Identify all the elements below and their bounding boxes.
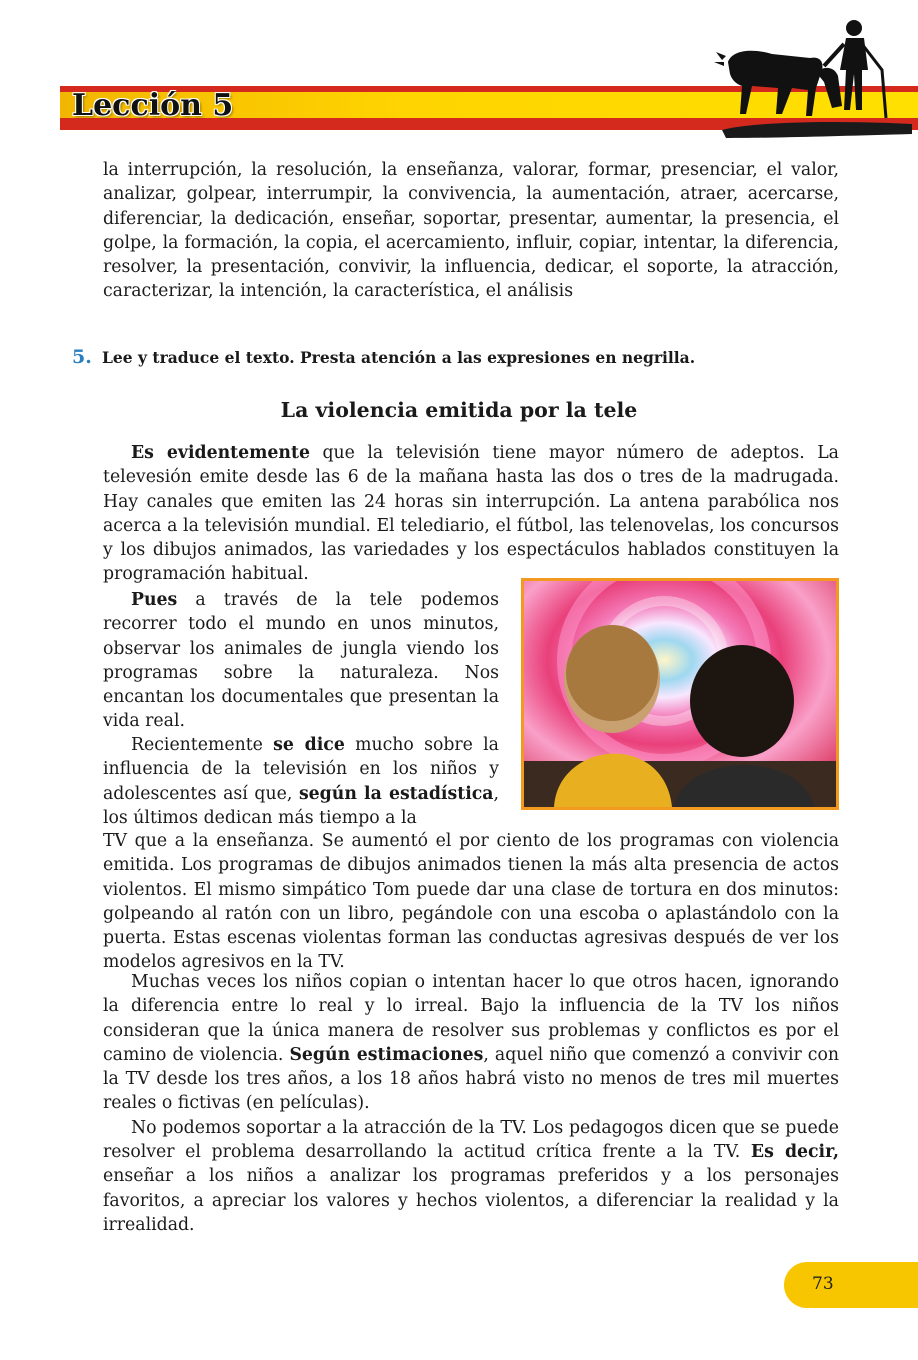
bold-phrase: se dice [273,735,345,755]
article-paragraph-1 [103,441,839,587]
children-watching-tv-photo [521,578,839,810]
page-number-badge [784,1262,918,1308]
article-title: La violencia emitida por la tele [280,398,638,422]
article-tail [103,970,839,1237]
bullfighter-silhouette-icon [712,10,918,140]
bold-phrase: según la estadística [298,783,494,804]
bold-phrase: Es decir, [750,1142,839,1163]
paragraph-text: Muchas veces los niños copian o intentan hacer lo que otros hacen, ignorando la diferencia entre lo real y lo irreal. Bajo la influencia de la TV los niños consideran que la única manera de resolver sus problemas y conflictos es por el camino de violencia. [103,972,839,1065]
paragraph-text: No podemos soportar a la atracción de la TV. Los pedagogos dicen que se puede resolver el problema desarrollando la actitud crítica frente a la TV. [103,1117,839,1163]
exercise-number: 5. [72,346,92,368]
photo-illustration [524,581,836,807]
paragraph-text: enseñar a los niños a analizar los programas preferidos y a los personajes favoritos, a apreciar los valores y hechos violentos, a diferenciar la realidad y la irrealidad. [103,1166,839,1235]
article-paragraph-2 [103,588,499,734]
bold-phrase: Pues [131,590,178,610]
exercise-instruction: Lee y traduce el texto. Presta atención a las expresiones en negrilla. [102,348,696,367]
article-paragraph-5 [103,1116,839,1237]
page-number: 73 [812,1274,834,1294]
paragraph-text: a través de la tele podemos recorrer todo el mundo en unos minutos, observar los animales de jungla viendo los programas sobre la naturaleza. Nos encantan los documentales que presentan la vida real. [103,590,499,732]
lesson-title: Lección 5 [72,88,234,123]
article-paragraph-3 [103,733,499,830]
bold-phrase: Según estimaciones [289,1044,484,1065]
bold-phrase: Es evidentemente [131,443,310,463]
paragraph-text: Recientemente [131,735,274,755]
paragraph-text: que la televisión tiene mayor número de adeptos. La televesión emite desde las 6 de la mañana hasta las dos o tres de la madrugada. Hay canales que emiten las 24 horas sin interrupción. La antena parabólica nos acerca a la televisión mundial. El telediario, el fútbol, las telenovelas, los concursos y los dibujos animados, las variedades y los espectáculos hablados constituyen la programación habitual. [103,443,839,585]
paragraph-text: , aquel niño que comenzó a convivir con la TV desde los tres años, a los 18 años habrá visto no menos de tres mil muertes reales o fictivas (en películas). [103,1044,839,1114]
paragraph-text: mucho sobre la influencia de la televisión en los niños y adolescentes así que, [103,735,499,804]
article-paragraph-3-continued: TV que a la enseñanza. Se aumentó el por ciento de los programas con violencia emitida. Los programas de dibujos animados tienen la más alta presencia de actos violentos. El mismo simpático Tom puede dar una clase de tortura en dos minutos: golpeando al ratón con un libro, pegándole con una escoba o aplastándolo con la puerta. Estas escenas violentas forman las conductas agresivas después de ver los modelos agresivos en la TV. [103,831,839,973]
page-header [0,0,918,150]
paragraph-text: , los últimos dedican más tiempo a la [103,783,499,828]
exercise-5 [72,346,832,368]
word-list: la interrupción, la resolución, la enseñanza, valorar, formar, presenciar, el valor, analizar, golpear, interrumpir, la convivencia, la aumentación, atraer, acercarse, diferenciar, la dedicación, enseñar, soportar, presentar, aumentar, la presencia, el golpe, la formación, la copia, el acercamiento, influir, copiar, intentar, la diferencia, resolver, la presentación, convivir, la influencia, dedicar, el soporte, la atracción, caracterizar, la intención, la característica, el análisis [103,160,839,302]
article-paragraph-4 [103,970,839,1116]
